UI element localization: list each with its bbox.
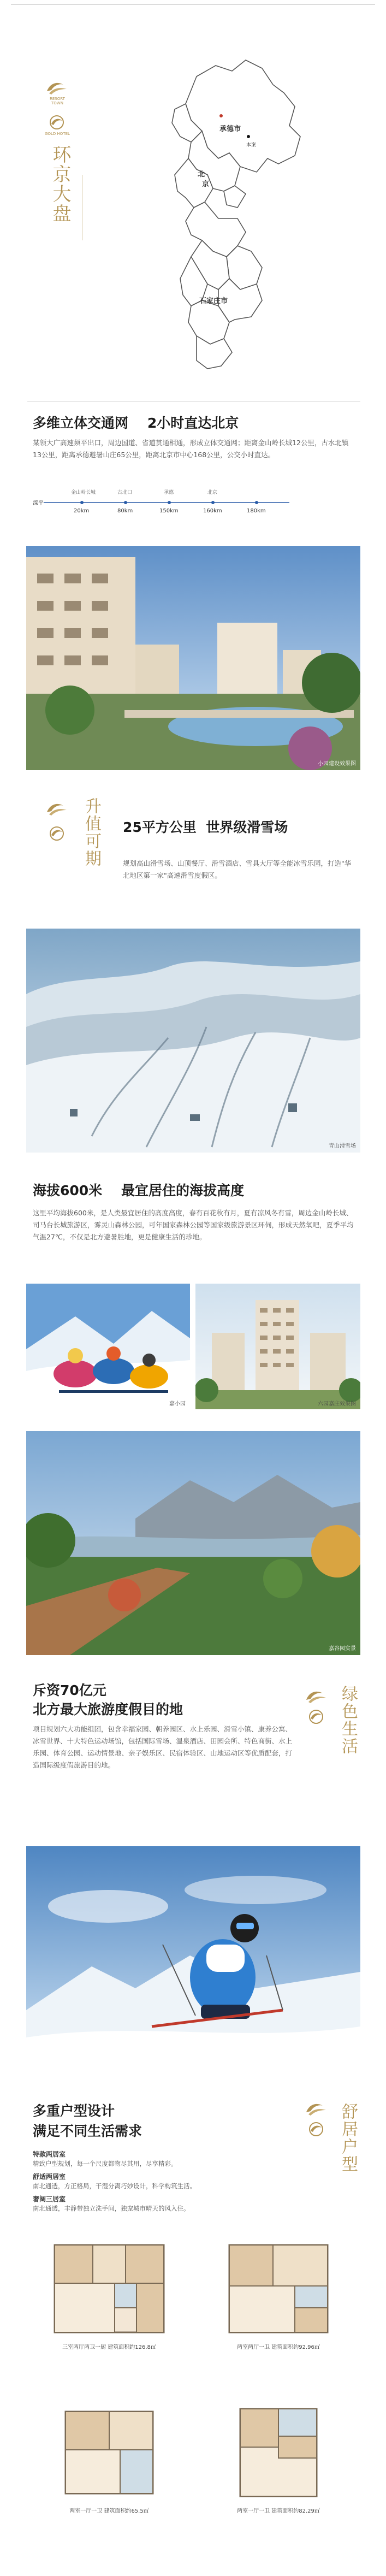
map-label-shijiazhuang: 石家庄市 [199,297,228,305]
map-label-project: 本案 [246,143,257,148]
list-item [33,2149,295,2169]
floor-plan-label: 三室两厅两卫一厨 建筑面积约126.8㎡ [62,2344,156,2350]
list-item [33,2172,295,2191]
route-diagram [33,486,306,519]
brand-logo-b [44,825,76,842]
hotel-emblem-icon [44,825,70,842]
floor-plan-label: 两室一厅一卫 建筑面积约82.29㎡ [237,2508,320,2514]
route-stop: 承德 [164,490,174,495]
photo-caption: 青山滑雪场 [329,1143,356,1149]
section1-rule [27,401,360,402]
brand-logo-a [303,1688,336,1704]
brand-emblem-icon [303,2100,329,2117]
logo-column-2 [44,800,76,850]
logo-column-3 [303,1688,336,1734]
region-map [120,55,317,382]
map-label-beijing-2: 京 [202,180,210,188]
hotel-emblem-icon [44,114,70,131]
brand-emblem-icon [44,800,70,817]
route-stop: 金山岭长城 [71,490,96,495]
header-logo-column [44,79,76,223]
unit-desc: 南北通透，丰静带独立洗手间，独宠城市晴天的风入住。 [33,2205,190,2212]
route-distance: 80km [117,508,133,514]
vertical-title-1: 环京大盘 [49,145,71,223]
top-frame-line [11,0,375,5]
hotel-emblem-icon [303,1709,329,1725]
map-label-chengde: 承德市 [219,125,241,133]
section3-title: 海拔600米 最宜居住的海拔高度 [33,1183,245,1198]
unit-desc: 精致户型规划，每一个尺度都物尽其用，尽享精彩。 [33,2160,177,2167]
route-distance: 20km [74,508,90,514]
route-origin: 滦平 [33,500,44,506]
brand-logo-b [303,1709,336,1725]
section4-title-line2: 北方最大旅游度假目的地 [33,1701,183,1717]
unit-desc: 南北通透，方正格局，干湿分离巧妙设计，科学构筑生活。 [33,2182,196,2190]
photo-caption: 六园嘉庄效果图 [318,1401,356,1407]
floor-plan-2 [207,2240,349,2349]
floor-plan-3 [38,2403,180,2513]
floor-plan-label: 两室两厅一卫 建筑面积约92.96㎡ [237,2344,320,2350]
route-stop: 古北口 [117,490,133,495]
vertical-title-2: 升值可期 [82,797,101,867]
floor-plan-4 [207,2403,349,2513]
lake-boardwalk-image [26,1431,360,1655]
photo-caption: 嘉小园 [169,1401,186,1407]
unit-type-list [33,2149,295,2217]
map-label-beijing-1: 北 [198,170,205,179]
section2-body: 规划高山滑雪场、山顶餐厅、滑雪酒店、雪具大厅等全能冰雪乐园，打造"华北地区第一家"高速滑雪度假区。 [123,859,352,879]
apartment-towers-image [195,1284,360,1409]
route-distance: 160km [203,508,222,514]
unit-heading: 舒适两居室 [33,2173,66,2181]
route-distance: 180km [247,508,266,514]
brand-logo-a [303,2100,336,2117]
floor-plan-1 [38,2240,180,2349]
section5-title-line2: 满足不同生活需求 [33,2123,142,2139]
section2-title: 25平方公里 世界级滑雪场 [123,819,288,835]
section5-title-line1: 多重户型设计 [33,2103,115,2119]
logo-column-4 [303,2100,336,2142]
section4-body: 项目规划六大功能组团，包含幸福家园、朝养园区、水上乐园、滑雪小镇、康养公寓、冰雪世界、十大特色运动场馆，包括国际雪场、温泉酒店、田园会所、特色商街、水上乐园、体育公园、运动情景地、亲子娱乐区、民宿体验区、山地运动区等优质配套，打造国际级度假旅游目的地。 [33,1725,293,1769]
section3-body: 这里平均海拔600米，是人类最宜居住的高度高度，春有百花秋有月，夏有凉风冬有雪，周边金山岭长城、司马台长城旅游区，雾灵山森林公园，可年国家森林公园等国家级旅游景区环伺，形成天然氧吧，夏季平均气温27℃，不仅是北方避暑胜地，更是健康生活的珍地。 [33,1209,354,1241]
brand-logo-a [44,79,76,105]
brand-emblem-icon [303,1688,329,1704]
floor-plan-label: 两室一厅一卫 建筑面积约65.5㎡ [69,2508,149,2514]
brand-logo-a [44,800,76,817]
section4-title-line1: 斥资70亿元 [33,1682,106,1698]
route-stop: 北京 [207,490,218,495]
list-item [33,2194,295,2213]
photo-caption: 嘉谷园实景 [329,1646,356,1652]
ski-resort-aerial-image [26,929,360,1153]
brand-logo-b [303,2121,336,2137]
skiers-family-image [26,1284,190,1409]
courtyard-rendering-image [26,546,360,770]
unit-heading: 奢阔三居室 [33,2195,66,2203]
section1-body: 某领大广高速须平出口，周边国道、省道贯通相通，形成立体交通网；距离金山岭长城12公里，古水北镇13公里，距离承德避暑山庄65公里，距离北京市中心168公里，公交小时直达。 [33,439,349,459]
vertical-title-4: 舒居户型 [339,2103,358,2173]
vertical-title-3: 绿色生活 [339,1685,358,1755]
brand-logo-b [44,114,76,136]
photo-caption: 小园建设效果图 [318,761,356,767]
hotel-logo-caption: GOLD HOTEL [45,132,70,136]
unit-heading: 特款两居室 [33,2150,66,2158]
hotel-emblem-icon [303,2121,329,2137]
brand-emblem-icon [44,79,70,96]
skier-action-image [26,1846,360,2070]
brand-logo-caption: RESORT TOWN [50,97,65,105]
section1-title: 多维立体交通网 2小时直达北京 [33,415,239,431]
route-distance: 150km [159,508,179,514]
